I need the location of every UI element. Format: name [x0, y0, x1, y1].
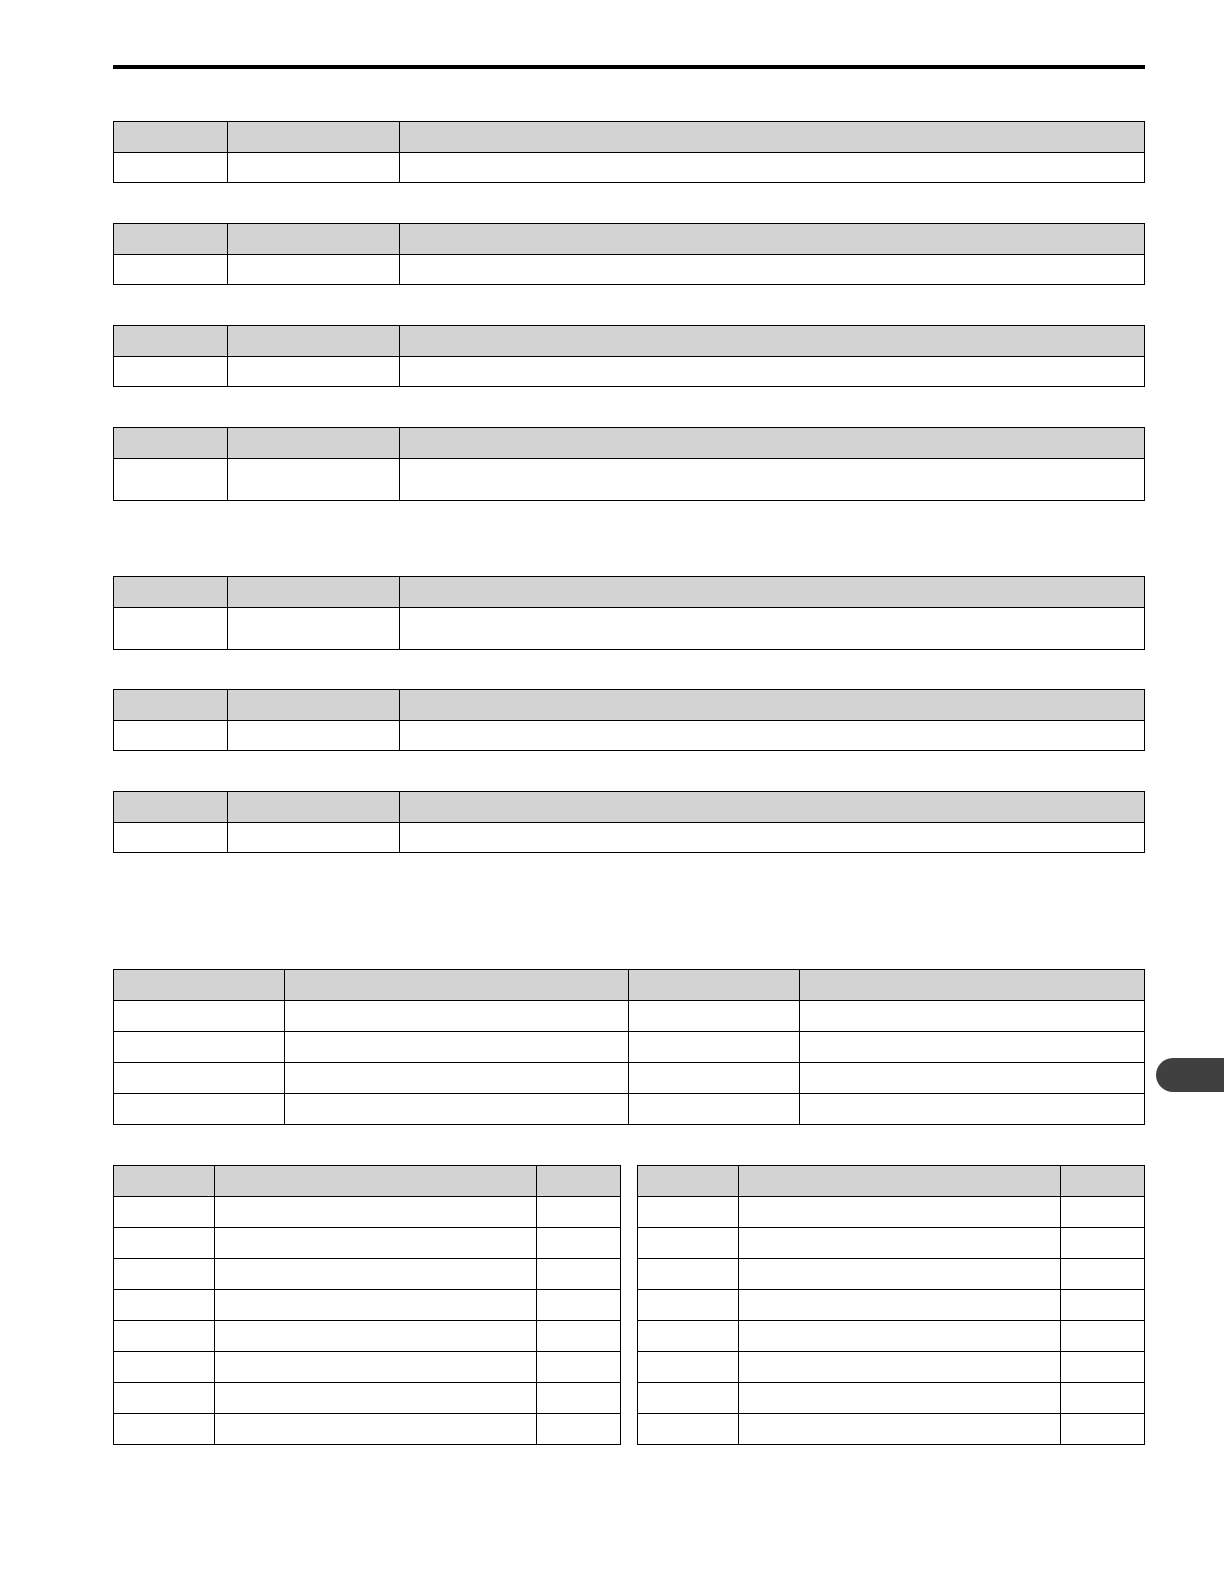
table-header-row: [114, 577, 1145, 608]
table-row: [114, 153, 1145, 183]
parameter-table-3: [113, 325, 1145, 387]
table-cell: [739, 1321, 1061, 1352]
parameter-table-6: [113, 689, 1145, 751]
table-row: [114, 255, 1145, 285]
header-cell: [400, 326, 1145, 357]
header-cell: [215, 1166, 537, 1197]
table-cell: [215, 1228, 537, 1259]
table-cell: [228, 721, 400, 751]
table-cell: [400, 153, 1145, 183]
table-row: [114, 1032, 1145, 1063]
table-cell: [114, 255, 228, 285]
table-cell: [739, 1290, 1061, 1321]
table-cell: [400, 823, 1145, 853]
wide-table: [113, 969, 1145, 1125]
table-cell: [228, 823, 400, 853]
header-cell: [739, 1166, 1061, 1197]
table-cell: [739, 1414, 1061, 1445]
header-cell: [400, 577, 1145, 608]
table-header-row: [638, 1166, 1145, 1197]
header-cell: [228, 690, 400, 721]
table-cell: [114, 1032, 285, 1063]
table-cell: [638, 1414, 739, 1445]
table-cell: [215, 1197, 537, 1228]
header-rule: [113, 65, 1145, 69]
table-header-row: [114, 428, 1145, 459]
header-cell: [800, 970, 1145, 1001]
parameter-table-2: [113, 223, 1145, 285]
header-cell: [114, 224, 228, 255]
header-cell: [1061, 1166, 1145, 1197]
table-row: [114, 1094, 1145, 1125]
table-cell: [400, 357, 1145, 387]
table-header-row: [114, 326, 1145, 357]
table-row: [638, 1352, 1145, 1383]
table-cell: [537, 1383, 621, 1414]
table-cell: [114, 608, 228, 650]
table-cell: [114, 1352, 215, 1383]
table-row: [114, 1001, 1145, 1032]
table-cell: [1061, 1352, 1145, 1383]
table-cell: [638, 1228, 739, 1259]
parameter-table-7: [113, 791, 1145, 853]
table-row: [114, 1063, 1145, 1094]
table-cell: [537, 1352, 621, 1383]
table-row: [638, 1197, 1145, 1228]
table-cell: [215, 1321, 537, 1352]
header-cell: [114, 577, 228, 608]
table-cell: [285, 1032, 629, 1063]
table-cell: [800, 1094, 1145, 1125]
header-cell: [228, 792, 400, 823]
table-cell: [114, 1063, 285, 1094]
table-row: [638, 1383, 1145, 1414]
table-header-row: [114, 792, 1145, 823]
table-cell: [800, 1063, 1145, 1094]
header-cell: [228, 326, 400, 357]
table-cell: [537, 1228, 621, 1259]
table-cell: [629, 1032, 800, 1063]
table-cell: [114, 1414, 215, 1445]
table-cell: [1061, 1197, 1145, 1228]
header-cell: [114, 792, 228, 823]
table-row: [114, 357, 1145, 387]
table-cell: [228, 608, 400, 650]
header-cell: [537, 1166, 621, 1197]
table-cell: [1061, 1290, 1145, 1321]
table-cell: [114, 1197, 215, 1228]
table-cell: [400, 608, 1145, 650]
table-cell: [537, 1197, 621, 1228]
header-cell: [228, 122, 400, 153]
table-cell: [739, 1259, 1061, 1290]
header-cell: [114, 690, 228, 721]
header-cell: [400, 792, 1145, 823]
parameter-table-5: [113, 576, 1145, 650]
table-header-row: [114, 690, 1145, 721]
table-cell: [114, 1228, 215, 1259]
table-cell: [1061, 1414, 1145, 1445]
table-row: [638, 1414, 1145, 1445]
header-cell: [114, 122, 228, 153]
table-cell: [114, 1290, 215, 1321]
table-cell: [114, 1094, 285, 1125]
parameter-table-4: [113, 427, 1145, 501]
table-cell: [228, 255, 400, 285]
table-row: [114, 721, 1145, 751]
table-cell: [629, 1094, 800, 1125]
header-cell: [400, 428, 1145, 459]
table-cell: [114, 153, 228, 183]
table-row: [114, 1290, 621, 1321]
header-cell: [400, 122, 1145, 153]
table-row: [114, 1352, 621, 1383]
table-cell: [285, 1094, 629, 1125]
table-row: [114, 1197, 621, 1228]
table-cell: [1061, 1321, 1145, 1352]
header-cell: [228, 428, 400, 459]
header-cell: [228, 224, 400, 255]
table-row: [114, 1259, 621, 1290]
table-row: [638, 1290, 1145, 1321]
table-cell: [400, 459, 1145, 501]
table-row: [114, 1414, 621, 1445]
table-cell: [739, 1228, 1061, 1259]
table-cell: [739, 1352, 1061, 1383]
table-cell: [537, 1321, 621, 1352]
table-cell: [215, 1290, 537, 1321]
table-cell: [285, 1063, 629, 1094]
table-cell: [638, 1197, 739, 1228]
table-cell: [739, 1383, 1061, 1414]
table-cell: [228, 459, 400, 501]
right-table: [637, 1165, 1145, 1445]
table-cell: [1061, 1228, 1145, 1259]
table-cell: [638, 1383, 739, 1414]
table-cell: [114, 459, 228, 501]
table-cell: [537, 1414, 621, 1445]
table-cell: [215, 1383, 537, 1414]
table-cell: [537, 1259, 621, 1290]
table-cell: [114, 1383, 215, 1414]
table-row: [114, 608, 1145, 650]
table-cell: [114, 721, 228, 751]
table-cell: [114, 1001, 285, 1032]
table-cell: [800, 1001, 1145, 1032]
header-cell: [114, 1166, 215, 1197]
table-header-row: [114, 970, 1145, 1001]
table-cell: [114, 1259, 215, 1290]
table-cell: [1061, 1259, 1145, 1290]
chapter-tab: [1156, 1058, 1224, 1092]
table-row: [114, 1228, 621, 1259]
table-cell: [215, 1352, 537, 1383]
table-cell: [400, 721, 1145, 751]
table-header-row: [114, 224, 1145, 255]
header-cell: [114, 428, 228, 459]
table-row: [114, 823, 1145, 853]
parameter-table-1: [113, 121, 1145, 183]
table-row: [638, 1228, 1145, 1259]
table-cell: [739, 1197, 1061, 1228]
table-cell: [285, 1001, 629, 1032]
table-cell: [114, 823, 228, 853]
table-cell: [228, 153, 400, 183]
left-table: [113, 1165, 621, 1445]
header-cell: [114, 326, 228, 357]
table-cell: [537, 1290, 621, 1321]
table-cell: [215, 1414, 537, 1445]
header-cell: [400, 224, 1145, 255]
header-cell: [629, 970, 800, 1001]
header-cell: [638, 1166, 739, 1197]
header-cell: [400, 690, 1145, 721]
table-row: [114, 459, 1145, 501]
table-cell: [1061, 1383, 1145, 1414]
table-cell: [638, 1259, 739, 1290]
table-row: [114, 1383, 621, 1414]
table-cell: [638, 1290, 739, 1321]
table-cell: [629, 1001, 800, 1032]
table-cell: [629, 1063, 800, 1094]
table-cell: [114, 357, 228, 387]
header-cell: [114, 970, 285, 1001]
table-header-row: [114, 1166, 621, 1197]
table-header-row: [114, 122, 1145, 153]
table-cell: [215, 1259, 537, 1290]
table-row: [114, 1321, 621, 1352]
table-row: [638, 1259, 1145, 1290]
table-cell: [800, 1032, 1145, 1063]
table-cell: [114, 1321, 215, 1352]
table-row: [638, 1321, 1145, 1352]
header-cell: [228, 577, 400, 608]
header-cell: [285, 970, 629, 1001]
table-cell: [400, 255, 1145, 285]
table-cell: [228, 357, 400, 387]
table-cell: [638, 1352, 739, 1383]
table-cell: [638, 1321, 739, 1352]
